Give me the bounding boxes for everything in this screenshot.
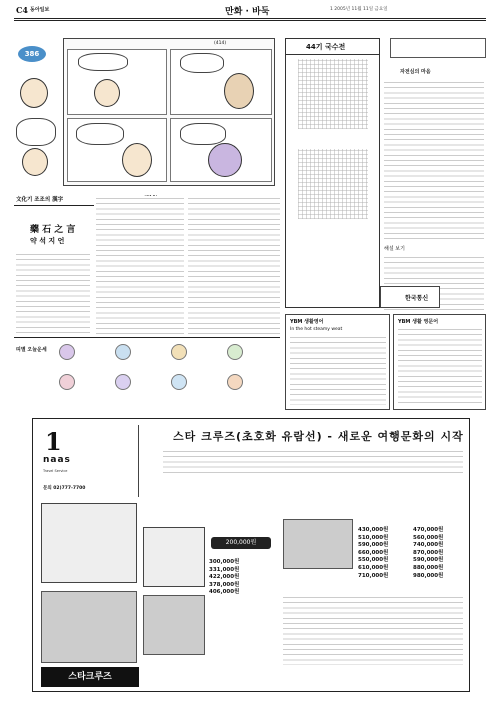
novel-body-col2 <box>96 196 184 334</box>
baduk-panel <box>285 38 380 308</box>
go-board-2 <box>298 149 368 219</box>
ship-photo-3 <box>283 519 353 569</box>
kt-ad: 한국통신 <box>380 286 440 308</box>
novel-hanja: 藥 石 之 言 <box>30 225 76 235</box>
price-highlight: 200,000원 <box>211 537 271 549</box>
novel-body-col3 <box>188 196 280 334</box>
novel-body-col1 <box>16 252 90 334</box>
zodiac-label: 띠별 오늘운세 <box>16 347 47 353</box>
ad-slogan: 스타 크루즈(초호화 유람선) - 새로운 여행문화의 시작 <box>173 430 464 443</box>
route-map-1 <box>41 503 137 583</box>
comic-number: (414) <box>214 41 227 46</box>
ship-photo-2 <box>143 595 205 655</box>
ybm-second-ad: YBM 생활 영문어 <box>393 314 486 410</box>
baduk-notice: 해설 보기 <box>384 246 405 252</box>
issue-date: 1 2005년 11월 11일 금요일 <box>330 7 388 12</box>
price-list-right-a: 430,000원 510,000원 590,000원 660,000원 550,000원 610,000원 710,000원 <box>358 527 389 579</box>
page-number: C4 <box>16 5 28 15</box>
footer-logo: 스타크루즈 <box>41 667 139 687</box>
ship-photo-1 <box>41 591 137 663</box>
paper-name: 동아일보 <box>30 7 50 13</box>
baduk-subtitle: 자전심의 마음 <box>400 69 431 75</box>
naas-logo: 1 naas Travel Service 문의 02)777-7700 <box>39 425 139 497</box>
star-cruise-ad <box>32 418 470 692</box>
comic-logo: 386 <box>18 46 46 62</box>
route-map-2 <box>143 527 205 587</box>
ybm-english-ad: YBM 생활영어 In the hot steamy weat <box>285 314 390 410</box>
zodiac-grid <box>55 340 280 402</box>
novel-title: 文化기 조조의 漢字 <box>16 197 64 203</box>
baduk-info-box <box>390 38 486 58</box>
price-list-left: 300,000원 331,000원 422,000원 378,000원 406,000원 <box>209 559 240 596</box>
comic-strip <box>63 38 275 186</box>
price-list-right-b: 470,000원 560,000원 740,000원 870,000원 590,000원 880,000원 980,000원 <box>413 527 444 579</box>
page-header <box>0 0 500 24</box>
novel-korean: 약 석 지 언 <box>30 237 65 245</box>
go-board-1 <box>298 59 368 129</box>
comic-sidebar <box>14 38 62 186</box>
baduk-title: 44기 국수전 <box>306 43 346 51</box>
baduk-commentary <box>384 80 484 240</box>
section-title: 만화 · 바둑 <box>225 7 270 17</box>
